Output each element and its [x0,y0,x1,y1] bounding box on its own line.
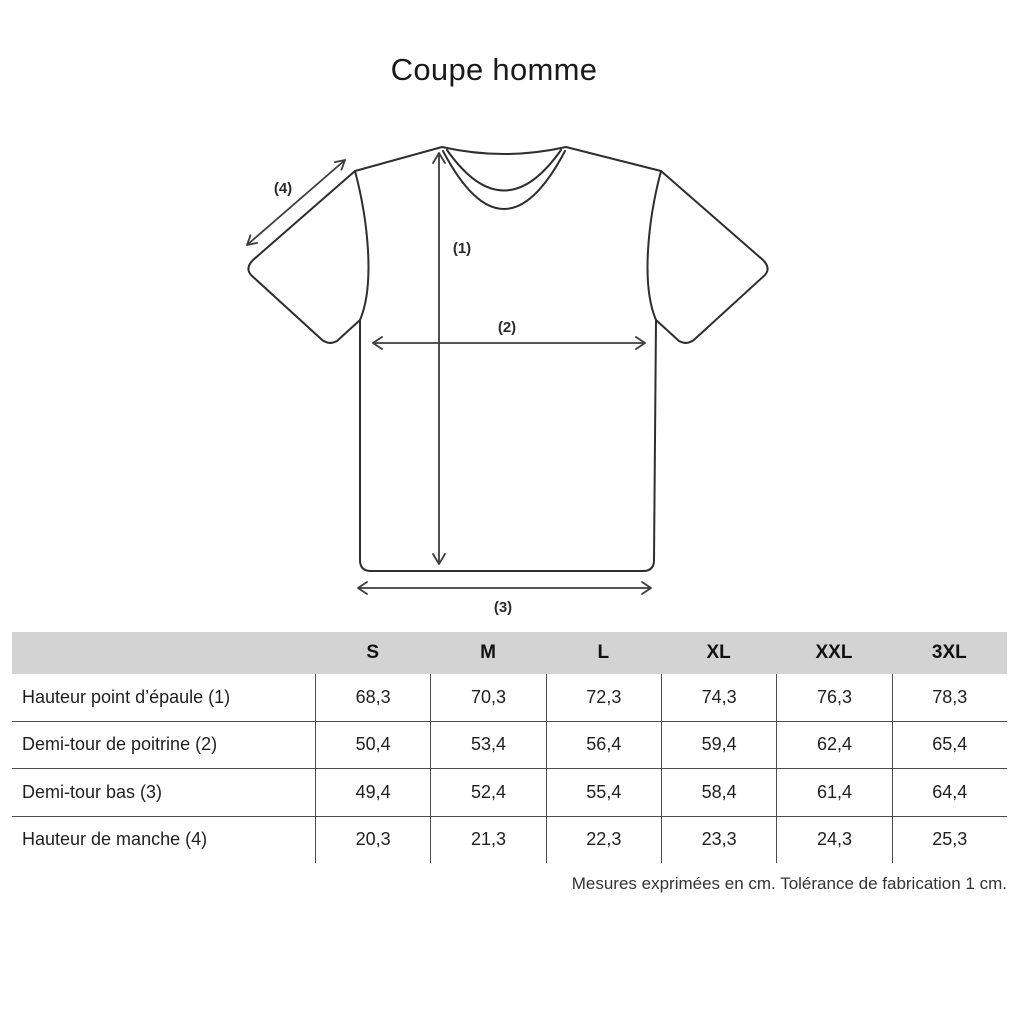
table-cell: 56,4 [546,722,661,769]
table-cell: 65,4 [892,722,1007,769]
row-label: Hauteur de manche (4) [22,829,208,850]
table-cell: 58,4 [661,769,776,816]
table-cell: 23,3 [661,817,776,864]
table-cell: 25,3 [892,817,1007,864]
table-cell: 52,4 [430,769,545,816]
table-cell: 20,3 [315,817,430,864]
table-cell: 78,3 [892,674,1007,721]
table-cell: 24,3 [776,817,891,864]
size-col-header-3xl: 3XL [931,642,967,663]
size-col-header-xxl: XXL [815,642,853,663]
row-label: Hauteur point d’épaule (1) [22,686,231,707]
measure-label-4: (4) [273,180,293,197]
measure-arrow-3 [358,582,651,594]
size-table-header-row [12,632,1007,674]
row-label: Demi-tour bas (3) [22,781,163,802]
table-cell: 50,4 [315,722,430,769]
measure-arrow-1 [433,153,445,564]
size-col-header-s: S [366,642,379,663]
table-cell: 55,4 [546,769,661,816]
size-col-header-l: L [597,642,610,663]
tshirt-body-outline [355,147,661,571]
size-table-header-empty-cell [12,632,315,674]
table-row [12,721,1007,769]
page-title: Coupe homme [390,52,598,87]
table-cell: 61,4 [776,769,891,816]
tshirt-right-sleeve [656,171,768,343]
table-row [12,816,1007,864]
tshirt-measurement-diagram [0,90,1024,620]
table-row [12,768,1007,816]
size-col-header-xl: XL [706,642,731,663]
table-cell: 68,3 [315,674,430,721]
table-row [12,674,1007,721]
table-cell: 22,3 [546,817,661,864]
table-cell: 53,4 [430,722,545,769]
measure-label-2: (2) [497,319,517,336]
table-cell: 49,4 [315,769,430,816]
size-table [12,632,1007,863]
tshirt-left-sleeve [248,171,360,343]
measure-label-3: (3) [493,599,513,616]
table-cell: 74,3 [661,674,776,721]
table-cell: 72,3 [546,674,661,721]
measurement-note: Mesures exprimées en cm. Tolérance de fabrication 1 cm. [571,874,1007,893]
table-cell: 76,3 [776,674,891,721]
row-label: Demi-tour de poitrine (2) [22,734,218,755]
table-cell: 64,4 [892,769,1007,816]
measure-arrow-2 [373,337,645,349]
table-cell: 21,3 [430,817,545,864]
table-cell: 59,4 [661,722,776,769]
table-cell: 62,4 [776,722,891,769]
table-cell: 70,3 [430,674,545,721]
measure-label-1: (1) [452,240,472,257]
size-col-header-m: M [480,642,496,663]
tshirt-collar-outer [443,151,565,209]
measure-arrow-4 [247,160,345,245]
